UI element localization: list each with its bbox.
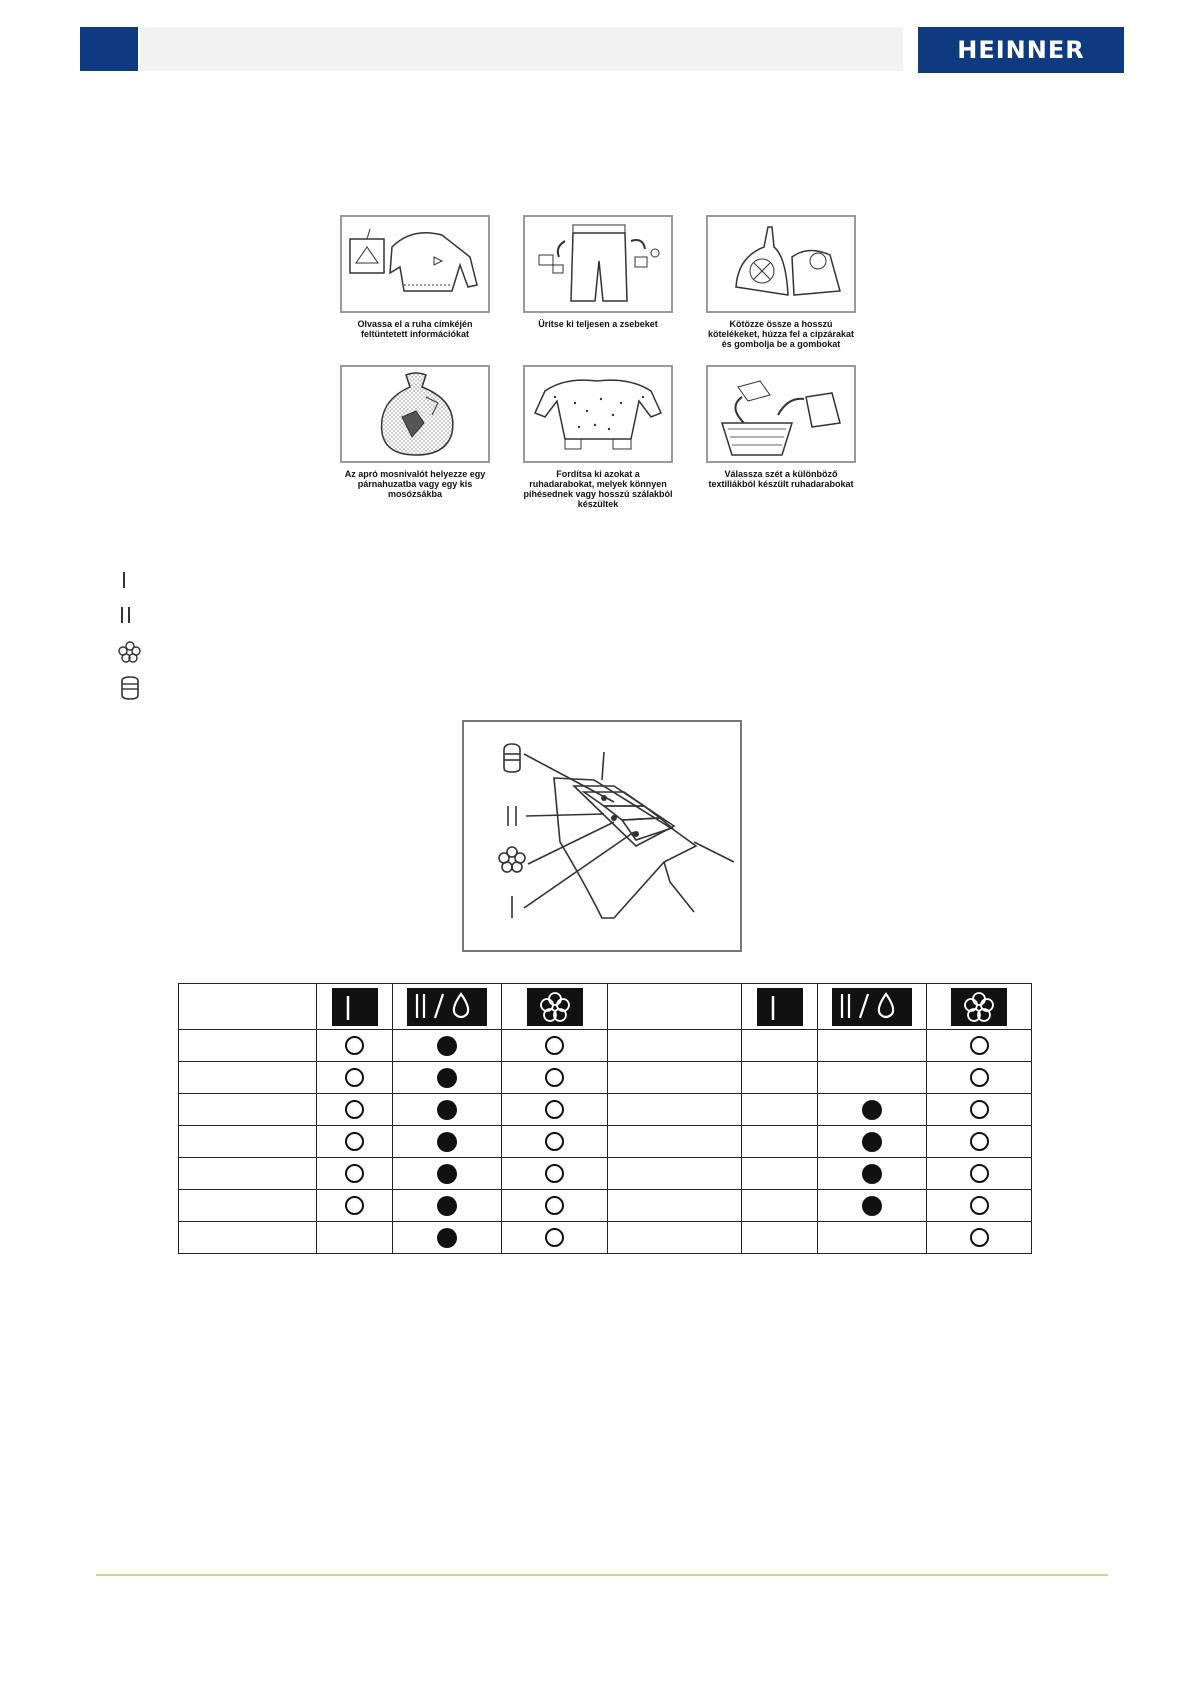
sort-laundry-icon [706, 365, 856, 463]
illustration-card [706, 365, 856, 489]
table-cell [608, 1190, 742, 1222]
required-marker [862, 1164, 882, 1184]
main-wash-icon [118, 603, 142, 627]
required-marker [862, 1132, 882, 1152]
required-marker [437, 1100, 457, 1120]
required-marker [862, 1100, 882, 1120]
inside-out-icon [523, 365, 673, 463]
table-cell [608, 1158, 742, 1190]
pockets-icon [523, 215, 673, 313]
prewash-icon [332, 988, 378, 1026]
table-cell [179, 1062, 317, 1094]
table-cell [502, 984, 608, 1030]
required-marker [437, 1164, 457, 1184]
table-cell [317, 1222, 393, 1254]
table-cell [927, 1190, 1032, 1222]
table-header-row [179, 984, 1032, 1030]
optional-marker [345, 1068, 364, 1087]
table-cell [179, 1030, 317, 1062]
illustration-caption: Az apró mosnivalót helyezze egy párnahuzatba vagy egy kis mosózsákba [344, 469, 486, 499]
table-cell [818, 1222, 927, 1254]
softener-icon [951, 988, 1007, 1026]
optional-marker [970, 1068, 989, 1087]
optional-marker [545, 1228, 564, 1247]
table-cell [502, 1094, 608, 1126]
table-cell [179, 1126, 317, 1158]
optional-marker [345, 1164, 364, 1183]
table-cell [818, 1126, 927, 1158]
required-marker [862, 1196, 882, 1216]
illustration-card [523, 365, 673, 509]
table-cell [317, 1158, 393, 1190]
illustration-caption: Válassza szét a különböző textiliákból készült ruhadarabokat [708, 469, 854, 489]
table-cell [608, 1094, 742, 1126]
table-cell [818, 984, 927, 1030]
optional-marker [970, 1164, 989, 1183]
header-square [80, 27, 138, 71]
required-marker [437, 1132, 457, 1152]
optional-marker [545, 1132, 564, 1151]
table-cell [927, 1030, 1032, 1062]
table-cell [317, 1190, 393, 1222]
table-cell [818, 1062, 927, 1094]
table-cell [742, 1126, 818, 1158]
table-cell [818, 1030, 927, 1062]
table-cell [818, 1158, 927, 1190]
table-cell [179, 984, 317, 1030]
table-cell [179, 1094, 317, 1126]
optional-marker [545, 1068, 564, 1087]
table-cell [179, 1190, 317, 1222]
table-cell [742, 984, 818, 1030]
optional-marker [970, 1132, 989, 1151]
table-cell [927, 1062, 1032, 1094]
prewash-icon [757, 988, 803, 1026]
table-row [179, 1030, 1032, 1062]
header-bar [140, 27, 903, 71]
required-marker [437, 1068, 457, 1088]
table-cell [927, 1222, 1032, 1254]
table-cell [742, 1094, 818, 1126]
optional-marker [345, 1196, 364, 1215]
optional-marker [545, 1164, 564, 1183]
detergent-drawer-diagram [462, 720, 742, 952]
table-cell [927, 1158, 1032, 1190]
table-cell [927, 1094, 1032, 1126]
table-cell [927, 1126, 1032, 1158]
table-cell [608, 1222, 742, 1254]
softener-icon [527, 988, 583, 1026]
table-cell [317, 1030, 393, 1062]
illustration-caption: Fordítsa ki azokat a ruhadarabokat, melyek könnyen pihésednek vagy hosszú szálakból készültek [523, 469, 673, 509]
optional-marker [545, 1196, 564, 1215]
logo-text: HEINNER [957, 36, 1085, 64]
table-cell [393, 984, 502, 1030]
table-cell [502, 1158, 608, 1190]
table-cell [502, 1062, 608, 1094]
optional-marker [545, 1100, 564, 1119]
table-cell [393, 1030, 502, 1062]
required-marker [437, 1036, 457, 1056]
table-cell [393, 1190, 502, 1222]
optional-marker [345, 1132, 364, 1151]
table-cell [818, 1094, 927, 1126]
table-row [179, 1062, 1032, 1094]
optional-marker [970, 1036, 989, 1055]
table-cell [393, 1062, 502, 1094]
illustration-caption: Olvassa el a ruha címkéjén feltüntetett információkat [357, 319, 473, 339]
dosage-table [178, 983, 1032, 1254]
table-cell [317, 1126, 393, 1158]
table-row [179, 1158, 1032, 1190]
optional-marker [970, 1228, 989, 1247]
table-cell [742, 1158, 818, 1190]
table-row [179, 1126, 1032, 1158]
illustration-caption: Kötözze össze a hosszú kötelékeket, húzza fel a cipzárakat és gombolja be a gombokat [707, 319, 855, 349]
softener-icon [118, 640, 142, 664]
laundry-bag-icon [340, 365, 490, 463]
table-cell [393, 1158, 502, 1190]
illustration-card [340, 365, 490, 499]
main-wash-liquid-icon [832, 988, 912, 1026]
table-cell [317, 1062, 393, 1094]
illustration-card [340, 215, 490, 339]
table-cell [742, 1062, 818, 1094]
tie-zip-icon [706, 215, 856, 313]
table-cell [742, 1030, 818, 1062]
table-row [179, 1094, 1032, 1126]
table-cell [608, 1126, 742, 1158]
table-row [179, 1222, 1032, 1254]
optional-marker [345, 1100, 364, 1119]
table-cell [608, 984, 742, 1030]
table-cell [608, 1062, 742, 1094]
table-cell [502, 1030, 608, 1062]
table-cell [393, 1126, 502, 1158]
table-cell [608, 1030, 742, 1062]
table-cell [317, 984, 393, 1030]
table-cell [818, 1190, 927, 1222]
table-row [179, 1190, 1032, 1222]
illustration-card [706, 215, 856, 349]
table-cell [927, 984, 1032, 1030]
illustration-caption: Ürítse ki teljesen a zsebeket [538, 319, 658, 329]
table-cell [393, 1222, 502, 1254]
table-cell [502, 1222, 608, 1254]
optional-marker [545, 1036, 564, 1055]
table-cell [179, 1158, 317, 1190]
prewash-icon [118, 568, 142, 592]
required-marker [437, 1228, 457, 1248]
table-cell [179, 1222, 317, 1254]
main-wash-liquid-icon [407, 988, 487, 1026]
table-cell [502, 1126, 608, 1158]
footer-line [96, 1574, 1108, 1576]
table-cell [742, 1222, 818, 1254]
table-cell [742, 1190, 818, 1222]
optional-marker [345, 1036, 364, 1055]
heinner-logo [918, 27, 1124, 73]
required-marker [437, 1196, 457, 1216]
table-cell [393, 1094, 502, 1126]
sweater-label-icon [340, 215, 490, 313]
optional-marker [970, 1100, 989, 1119]
illustration-card [523, 215, 673, 329]
table-cell [502, 1190, 608, 1222]
table-cell [317, 1094, 393, 1126]
optional-marker [970, 1196, 989, 1215]
bleach-icon [118, 675, 142, 699]
